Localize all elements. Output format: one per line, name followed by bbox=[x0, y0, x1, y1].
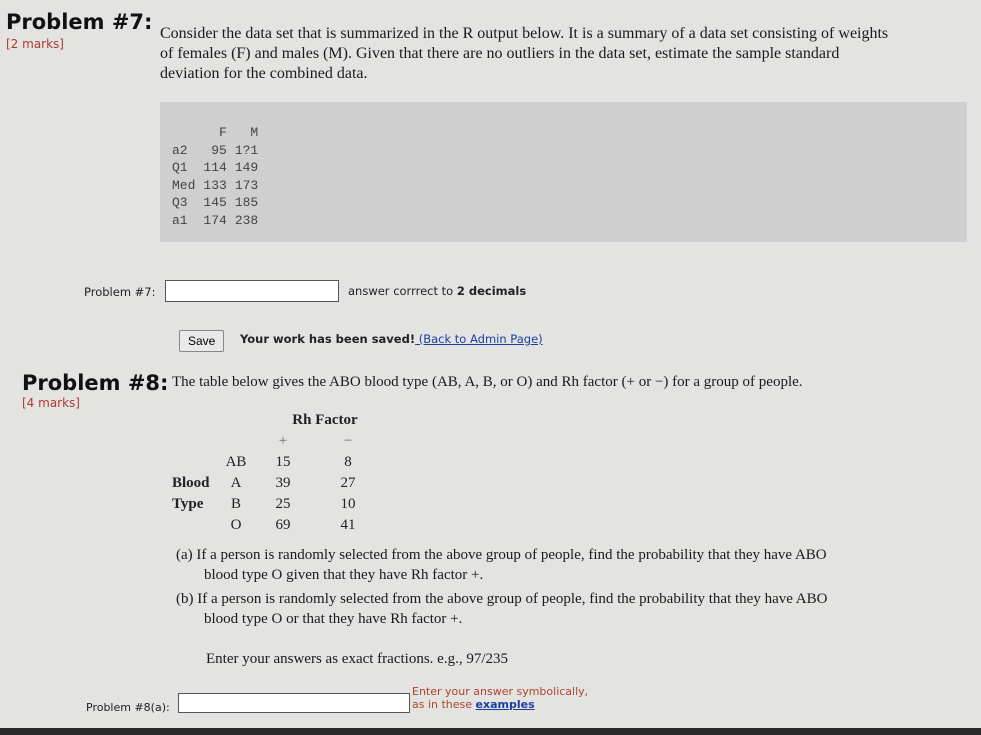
r-row-m: 173 bbox=[234, 177, 259, 193]
r-row-f: 133 bbox=[203, 177, 227, 193]
rh-minus-count: 27 bbox=[340, 475, 356, 491]
r-row-f: 174 bbox=[203, 212, 227, 228]
r-row-m: 238 bbox=[234, 212, 259, 228]
back-to-admin-link[interactable]: (Back to Admin Page) bbox=[415, 332, 543, 346]
problem-8-title: Problem #8: bbox=[22, 371, 169, 395]
rh-minus-count: 41 bbox=[340, 517, 356, 533]
r-row-f: 145 bbox=[203, 195, 227, 210]
blood-row bbox=[168, 452, 382, 473]
symbolic-hint bbox=[412, 685, 588, 711]
r-row-m: 1?1 bbox=[234, 142, 259, 158]
rh-plus-header: + bbox=[278, 433, 288, 449]
question-a-line-1: (a) If a person is randomly selected from the above group of people, find the probability that they have ABO bbox=[176, 547, 827, 563]
examples-link[interactable]: examples bbox=[475, 698, 535, 711]
question-b bbox=[176, 589, 946, 629]
rh-plus-count: 25 bbox=[275, 496, 291, 512]
blood-row bbox=[168, 515, 382, 536]
r-row-m: 185 bbox=[234, 195, 259, 210]
problem-7-title: Problem #7: bbox=[6, 10, 153, 34]
problem-8a-answer-label: Problem #8(a): bbox=[86, 701, 170, 714]
blood-type-table bbox=[168, 410, 382, 536]
r-output-panel bbox=[160, 102, 967, 242]
blood-type-label: O bbox=[230, 517, 242, 533]
blood-type-label: A bbox=[230, 475, 242, 491]
question-a-line-2: blood type O given that they have Rh factor +. bbox=[204, 567, 484, 583]
r-row-label: Q3 bbox=[172, 195, 188, 210]
problem-7-hint-decimals: 2 decimals bbox=[456, 284, 527, 298]
problem-8-intro: The table below gives the ABO blood type (AB, A, B, or O) and Rh factor (+ or −) for a group of people. bbox=[172, 374, 803, 390]
symbolic-hint-line-1: Enter your answer symbolically, bbox=[412, 685, 589, 698]
r-output-row bbox=[168, 159, 262, 177]
rh-header-row bbox=[168, 410, 382, 431]
r-output-row bbox=[168, 177, 262, 195]
fraction-instructions: Enter your answers as exact fractions. e.g., 97/235 bbox=[206, 651, 508, 667]
problem-7-line-1: Consider the data set that is summarized in the R output below. It is a summary of a data set consisting of weights bbox=[160, 25, 889, 42]
r-row-label: Q1 bbox=[172, 160, 188, 175]
rh-sign-row bbox=[168, 431, 382, 452]
save-button[interactable]: Save bbox=[179, 330, 224, 352]
problem-8a-answer-input[interactable] bbox=[178, 693, 410, 713]
r-output-header-row bbox=[168, 124, 262, 142]
blood-type-label: B bbox=[230, 496, 241, 512]
blood-row bbox=[168, 473, 382, 494]
rh-minus-header: − bbox=[343, 433, 353, 449]
saved-message: Your work has been saved! bbox=[240, 332, 416, 346]
rh-factor-header: Rh Factor bbox=[292, 412, 358, 428]
question-a bbox=[176, 545, 946, 585]
question-b-line-2: blood type O or that they have Rh factor +. bbox=[204, 611, 463, 627]
r-row-label: a2 bbox=[172, 142, 188, 158]
r-row-label: a1 bbox=[172, 212, 188, 228]
problem-7-answer-label: Problem #7: bbox=[84, 285, 156, 299]
problem-7-line-3: deviation for the combined data. bbox=[160, 65, 368, 82]
r-row-f: 95 bbox=[211, 142, 227, 158]
screen-bezel bbox=[0, 728, 981, 735]
type-row-label: Type bbox=[172, 496, 204, 512]
r-output-row bbox=[168, 212, 262, 230]
problem-7-text bbox=[160, 24, 970, 84]
r-output-row bbox=[168, 194, 262, 212]
problem-7-answer-hint bbox=[348, 284, 526, 298]
question-b-line-1: (b) If a person is randomly selected from the above group of people, find the probability that they have ABO bbox=[176, 591, 828, 607]
blood-type-label: AB bbox=[225, 454, 247, 470]
problem-8-marks: [4 marks] bbox=[22, 396, 80, 410]
rh-plus-count: 15 bbox=[275, 454, 291, 470]
problem-7-answer-input[interactable] bbox=[165, 280, 339, 302]
rh-minus-count: 10 bbox=[340, 496, 356, 512]
problem-7-line-2: of females (F) and males (M). Given that there are no outliers in the data set, estimate the sample standard bbox=[160, 45, 840, 62]
r-output-row bbox=[168, 142, 262, 160]
r-header-f: F bbox=[219, 125, 227, 140]
r-header-blank bbox=[168, 124, 199, 142]
rh-plus-count: 39 bbox=[275, 475, 291, 491]
blood-row-label: Blood bbox=[172, 475, 210, 491]
r-output-table bbox=[168, 124, 262, 229]
r-header-m: M bbox=[250, 125, 259, 140]
problem-7-hint-text: answer corrrect to bbox=[348, 284, 457, 298]
problem-7-marks: [2 marks] bbox=[6, 37, 64, 51]
r-row-label: Med bbox=[172, 177, 196, 193]
save-status bbox=[240, 332, 543, 346]
r-row-m: 149 bbox=[234, 160, 259, 175]
r-row-f: 114 bbox=[203, 160, 227, 175]
rh-plus-count: 69 bbox=[275, 517, 291, 533]
symbolic-hint-line-2: as in these bbox=[412, 698, 476, 711]
rh-minus-count: 8 bbox=[344, 454, 352, 470]
blood-row bbox=[168, 494, 382, 515]
